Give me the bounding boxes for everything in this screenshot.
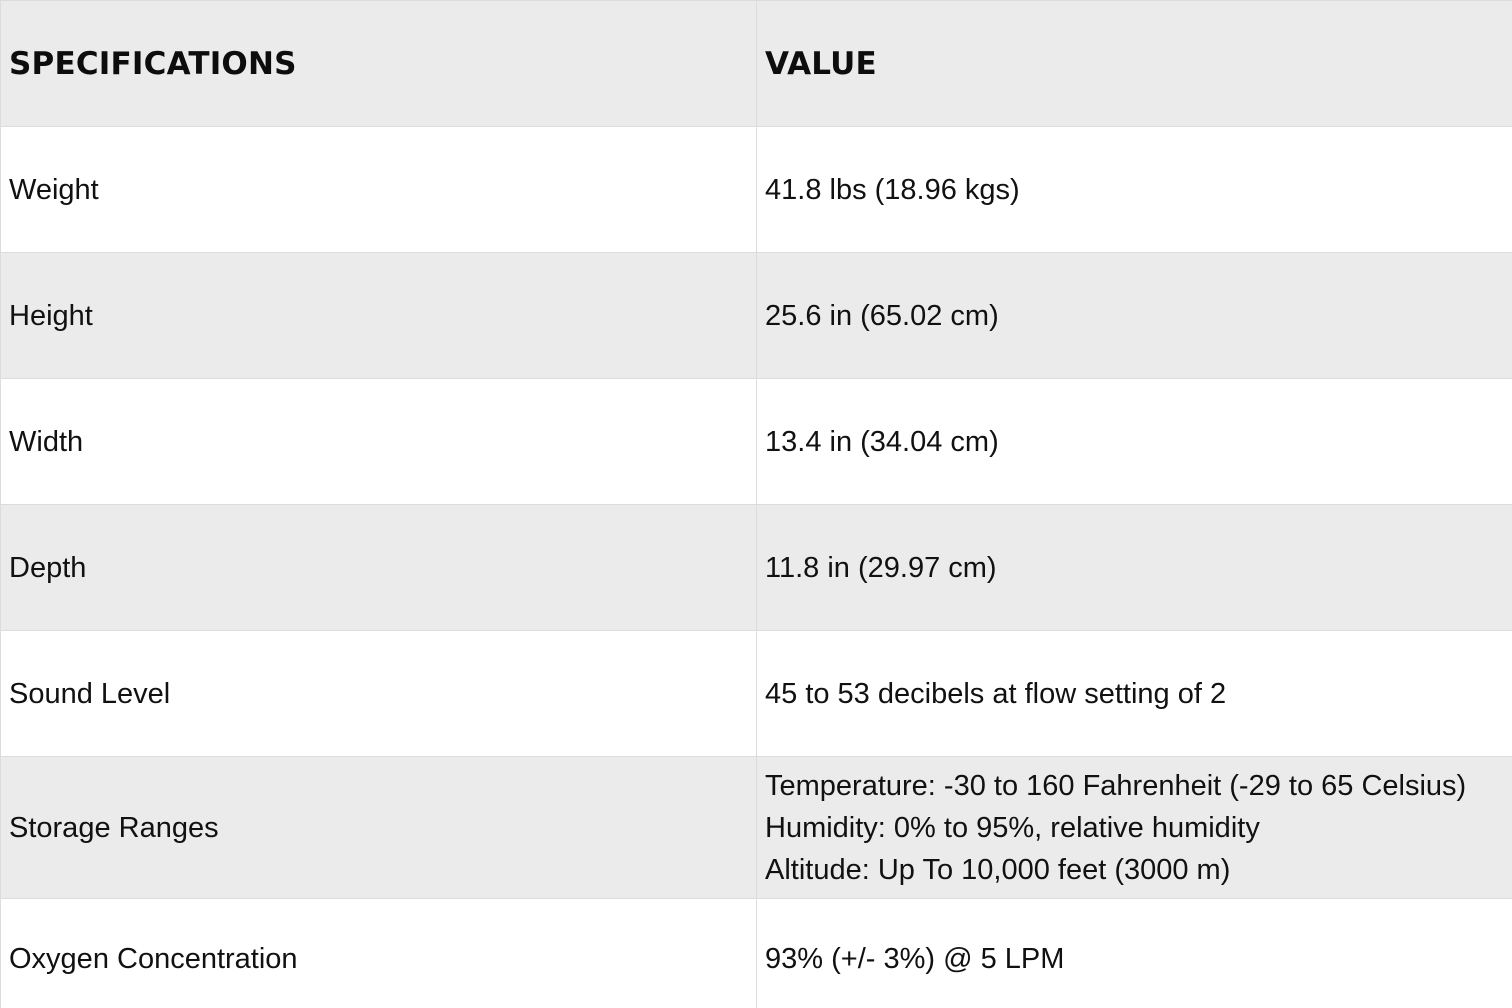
spec-label: Weight	[1, 127, 757, 253]
spec-label: Storage Ranges	[1, 757, 757, 899]
spec-label: Sound Level	[1, 631, 757, 757]
table-row-sound-level	[1, 631, 1512, 757]
table-row-weight	[1, 127, 1512, 253]
table-row-storage-ranges	[1, 757, 1512, 899]
table-row-depth	[1, 505, 1512, 631]
spec-value: 41.8 lbs (18.96 kgs)	[757, 127, 1512, 253]
table-row-height	[1, 253, 1512, 379]
storage-temperature: Temperature: -30 to 160 Fahrenheit (-29 to 65 Celsius)	[765, 769, 1467, 802]
spec-value: 13.4 in (34.04 cm)	[757, 379, 1512, 505]
spec-label: Depth	[1, 505, 757, 631]
table-row-oxygen-concentration	[1, 899, 1512, 1008]
spec-value: 11.8 in (29.97 cm)	[757, 505, 1512, 631]
storage-altitude: Altitude: Up To 10,000 feet (3000 m)	[765, 853, 1231, 886]
spec-label: Height	[1, 253, 757, 379]
table-row-width	[1, 379, 1512, 505]
spec-value: 25.6 in (65.02 cm)	[757, 253, 1512, 379]
spec-value: 93% (+/- 3%) @ 5 LPM	[757, 899, 1512, 1008]
spec-label: Oxygen Concentration	[1, 899, 757, 1008]
spec-label: Width	[1, 379, 757, 505]
spec-value: 45 to 53 decibels at flow setting of 2	[757, 631, 1512, 757]
column-header-specifications: SPECIFICATIONS	[1, 1, 757, 127]
header-row	[1, 1, 1512, 127]
storage-humidity: Humidity: 0% to 95%, relative humidity	[765, 811, 1260, 844]
column-header-value: VALUE	[757, 1, 1512, 127]
spec-value-multiline	[757, 757, 1512, 899]
